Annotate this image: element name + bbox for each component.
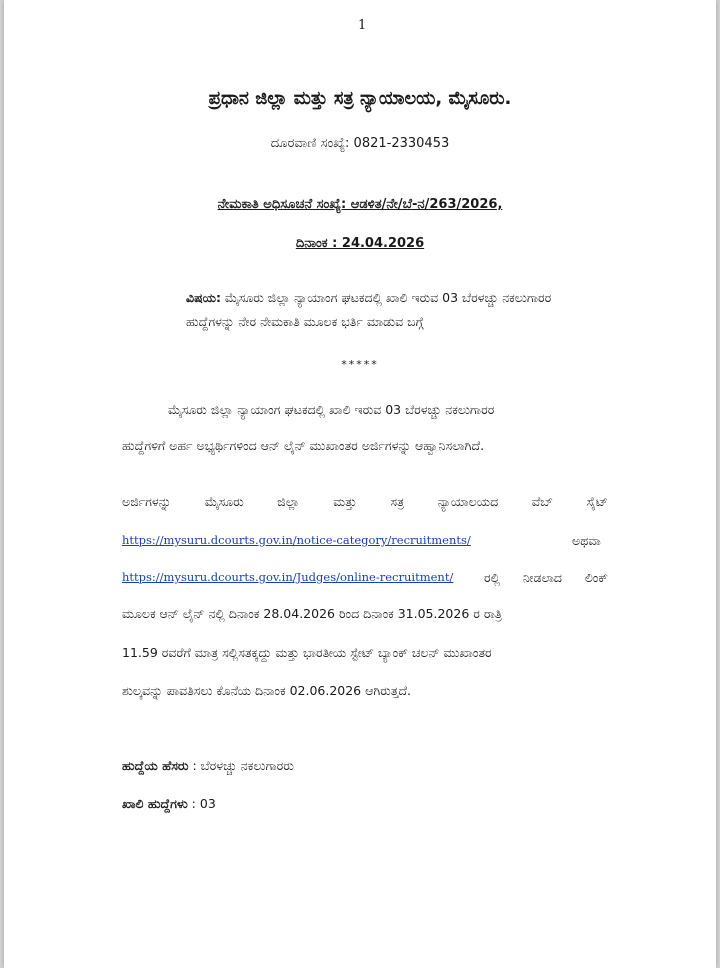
post-name-row — [122, 758, 294, 774]
paragraph-word: ರಲ್ಲಿ — [484, 570, 501, 585]
notice-date-text: ದಿನಾಂಕ : 24.04.2026 — [295, 236, 425, 251]
paragraph-word: ನ್ಯಾಯಾಲಯದ — [437, 494, 499, 509]
paragraph-2-line-4: ಮೂಲಕ ಆನ್ ಲೈನ್ ನಲ್ಲಿ ದಿನಾಂಕ 28.04.2026 ರಿಂದ ದಿನಾಂಕ 31.05.2026 ರ ರಾತ್ರಿ — [122, 606, 503, 621]
paragraph-2-line-5: 11.59 ರವರೆಗೆ ಮಾತ್ರ ಸಲ್ಲಿಸತಕ್ಕದ್ದು ಮತ್ತು ಭಾರತೀಯ ಸ್ಟೇಟ್ ಬ್ಯಾಂಕ್ ಚಲನ್ ಮುಖಾಂತರ — [122, 645, 492, 660]
after-link-text — [484, 570, 608, 586]
online-recruitment-link[interactable]: https://mysuru.dcourts.gov.in/Judges/online-recruitment/ — [122, 570, 454, 584]
paragraph-word: ಅರ್ಜಿಗಳನ್ನು — [122, 494, 172, 509]
paragraph-word: ನೀಡಲಾದ — [522, 570, 562, 585]
court-title: ಪ್ರಧಾನ ಜಿಲ್ಲಾ ಮತ್ತು ಸತ್ರ ನ್ಯಾಯಾಲಯ, ಮೈಸೂರು. — [208, 88, 512, 109]
paragraph-2-line-6: ಶುಲ್ಕವನ್ನು ಪಾವತಿಸಲು ಕೊನೆಯ ದಿನಾಂಕ 02.06.2026 ಆಗಿರುತ್ತದೆ. — [122, 683, 412, 698]
paragraph-word: ಲಿಂಕ್ — [584, 570, 608, 585]
or-word: ಅಥವಾ — [572, 533, 601, 548]
vacancy-label: ಖಾಲಿ ಹುದ್ದೆಗಳು — [122, 796, 188, 811]
document-page — [4, 0, 716, 968]
vacancy-row — [122, 796, 216, 812]
post-name-value: : ಬೆರಳಚ್ಚು ನಕಲುಗಾರರು — [188, 758, 294, 773]
paragraph-1-line-2: ಹುದ್ದೆಗಳಿಗೆ ಅರ್ಹ ಅಭ್ಯರ್ಥಿಗಳಿಂದ ಆನ್ ಲೈನ್ ಮುಖಾಂತರ ಅರ್ಜಿಗಳನ್ನು ಆಹ್ವಾನಿಸಲಾಗಿದೆ. — [122, 438, 485, 453]
paragraph-word: ಸತ್ರ — [390, 494, 405, 509]
paragraph-word: ಮೈಸೂರು — [204, 494, 244, 509]
phone-number: ದೂರವಾಣಿ ಸಂಖ್ಯೆ: 0821-2330453 — [270, 136, 450, 151]
paragraph-word: ವೆಬ್ — [531, 494, 553, 509]
recruitments-link[interactable]: https://mysuru.dcourts.gov.in/notice-category/recruitments/ — [122, 533, 471, 547]
notice-number — [4, 197, 716, 212]
paragraph-word: ಸೈಟ್ — [586, 494, 608, 509]
subject-block — [186, 286, 566, 334]
paragraph-2-line-1 — [122, 494, 608, 510]
page-number: 1 — [358, 18, 367, 33]
paragraph-word: ಜಿಲ್ಲಾ — [277, 494, 300, 509]
vacancy-value: : 03 — [187, 796, 216, 811]
paragraph-word: ಮತ್ತು — [333, 494, 357, 509]
notice-number-text: ನೇಮಕಾತಿ ಅಧಿಸೂಚನೆ ಸಂಖ್ಯೆ: ಆಡಳಿತ/ನೇ/ಬೆ-ನ/263/2026, — [217, 197, 503, 212]
subject-text: ಮೈಸೂರು ಜಿಲ್ಲಾ ನ್ಯಾಯಾಂಗ ಘಟಕದಲ್ಲಿ ಖಾಲಿ ಇರುವ 03 ಬೆರಳಚ್ಚು ನಕಲುಗಾರರ ಹುದ್ದೆಗಳನ್ನು ನೇರ ನೇಮಕಾತಿ ಮೂಲಕ ಭರ್ತಿ ಮಾಡುವ ಬಗ್ಗೆ — [186, 290, 552, 329]
separator: ***** — [341, 358, 379, 371]
subject-label: ವಿಷಯ: — [186, 290, 221, 305]
notice-date — [4, 236, 716, 251]
post-name-label: ಹುದ್ದೆಯ ಹೆಸರು — [122, 758, 189, 773]
paragraph-1-line-1: ಮೈಸೂರು ಜಿಲ್ಲಾ ನ್ಯಾಯಾಂಗ ಘಟಕದಲ್ಲಿ ಖಾಲಿ ಇರುವ 03 ಬೆರಳಚ್ಚು ನಕಲುಗಾರರ — [168, 402, 495, 417]
